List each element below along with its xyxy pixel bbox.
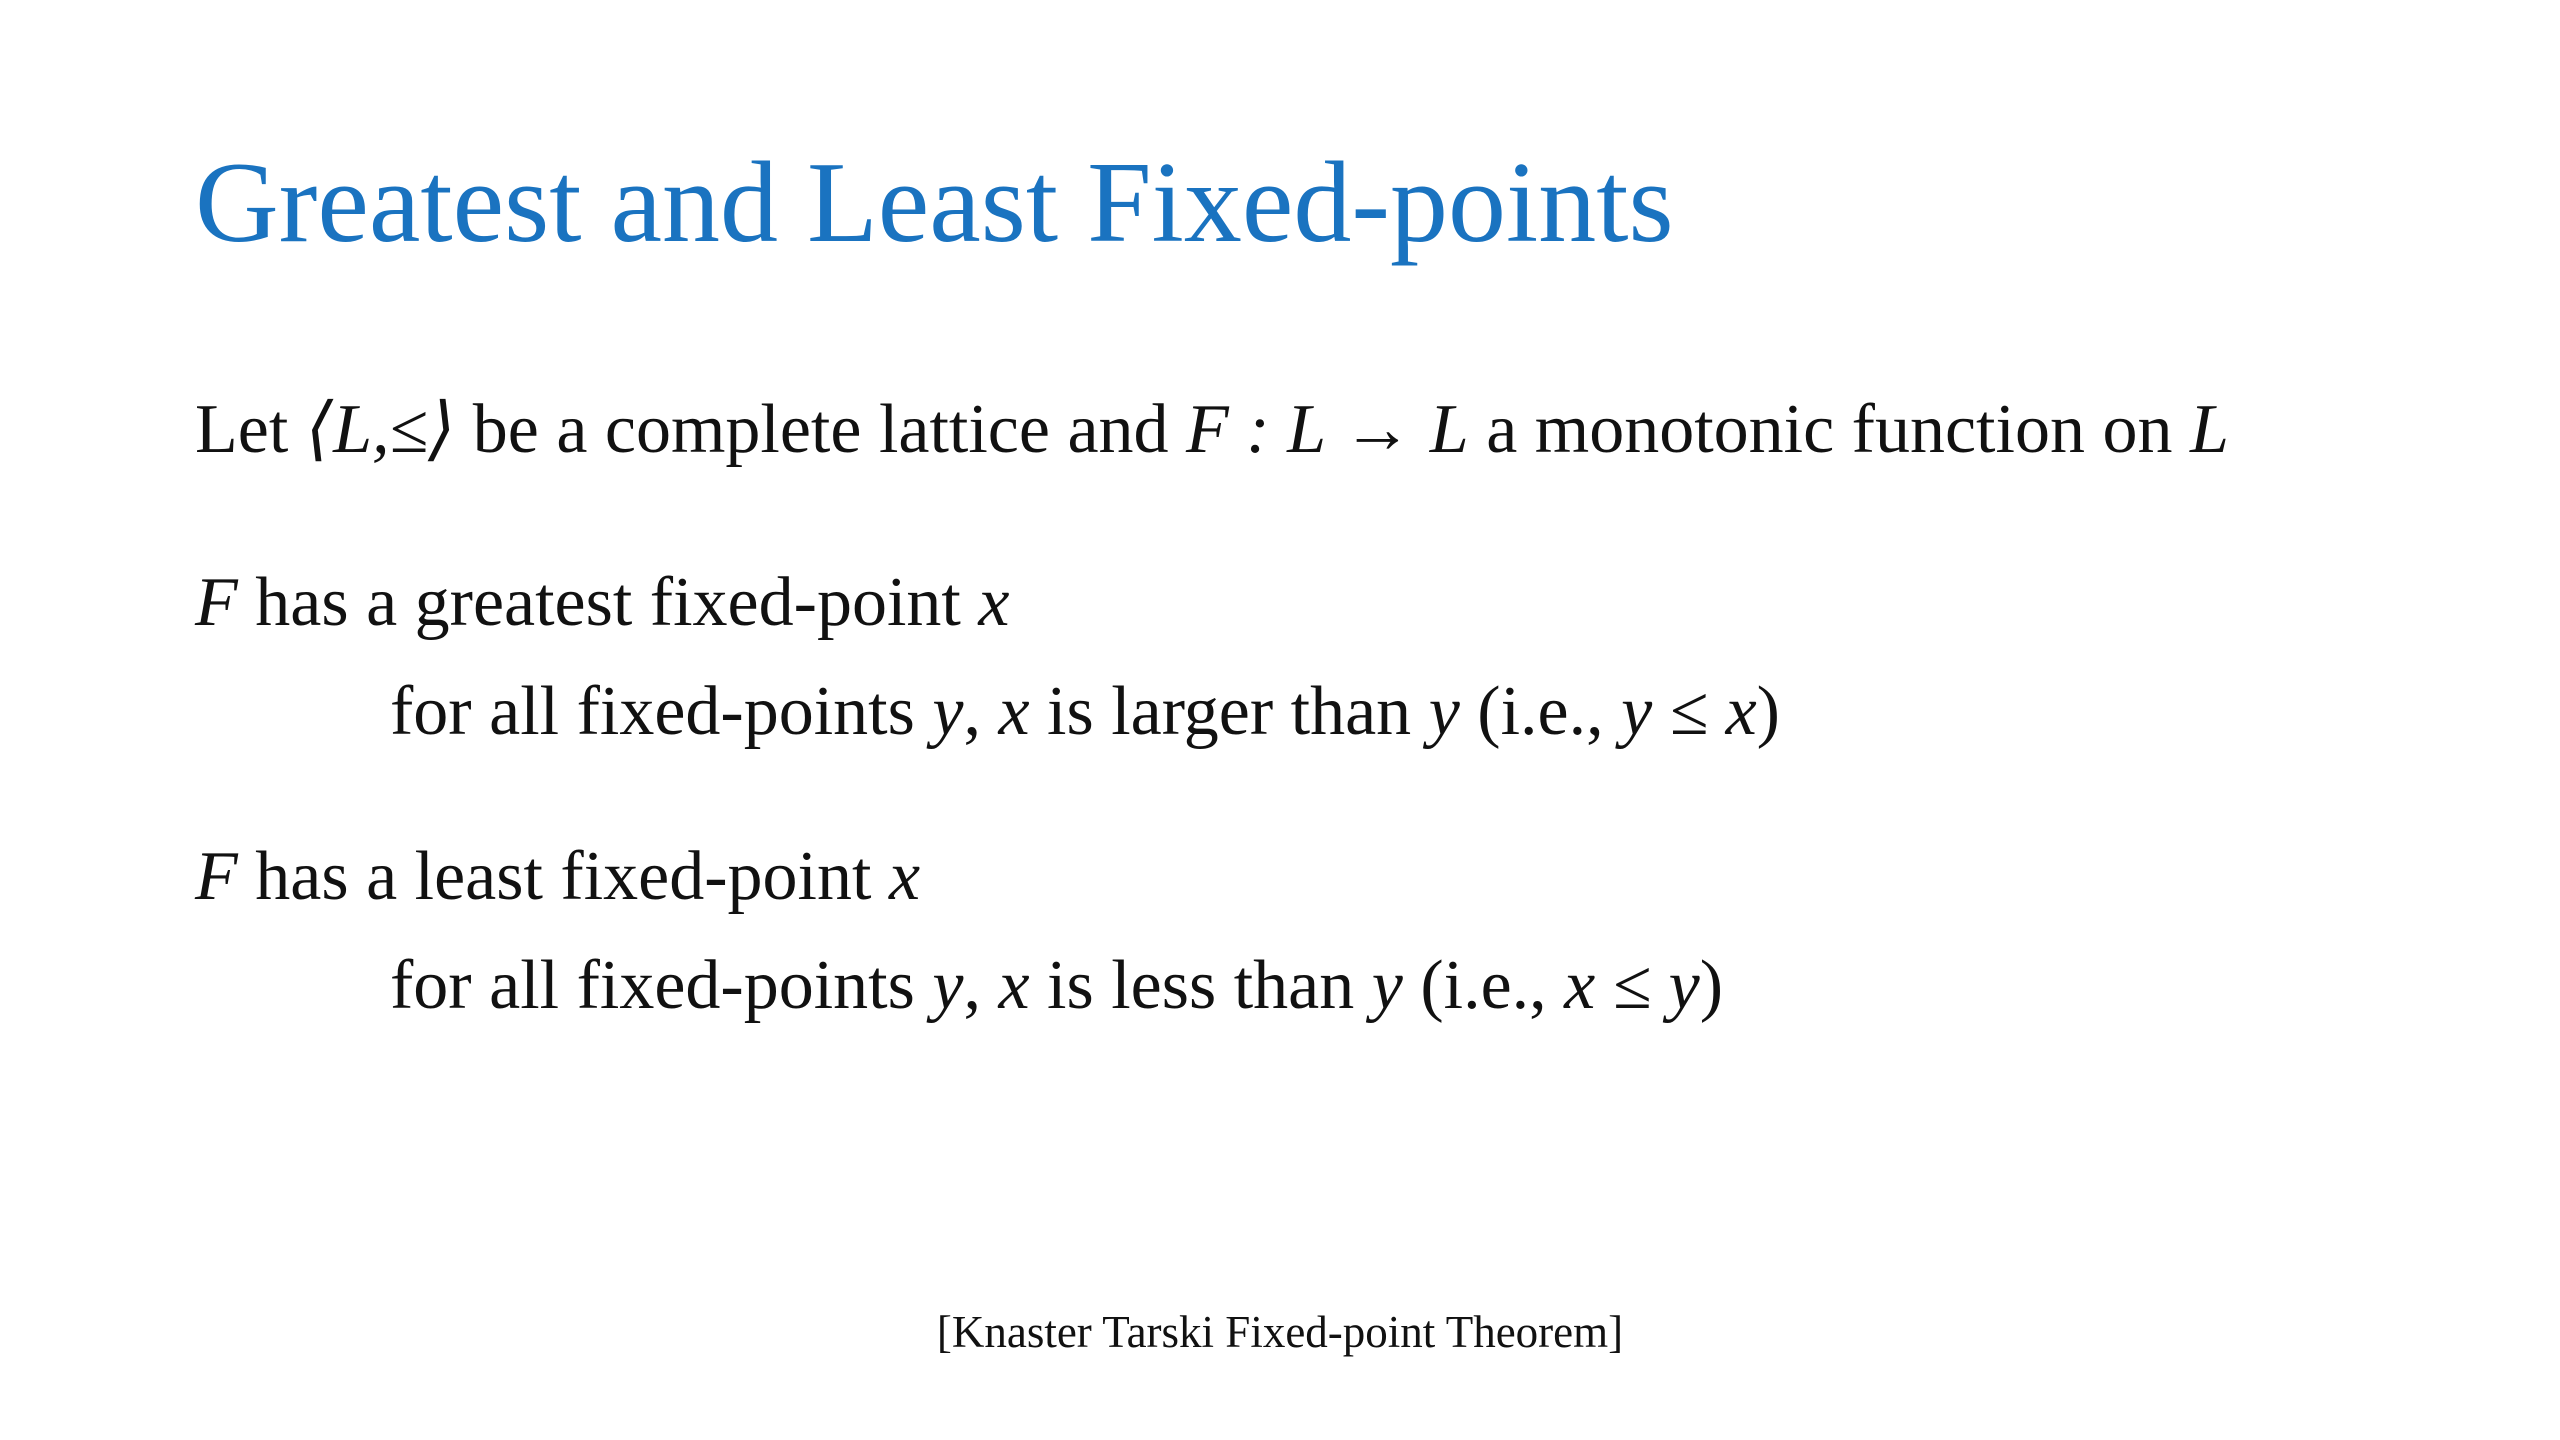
lattice-symbol: L <box>2189 391 2229 468</box>
least-detail-close: ) <box>1699 947 1724 1024</box>
greatest-detail-y: y <box>932 673 964 750</box>
least-detail-text-2: is less than <box>1029 947 1372 1024</box>
greatest-detail-comma: , <box>963 673 999 750</box>
least-x: x <box>888 838 921 915</box>
intro-text-2: be a complete lattice and <box>455 391 1187 468</box>
greatest-relation: y ≤ x <box>1621 673 1757 750</box>
greatest-x: x <box>978 564 1010 641</box>
greatest-detail-text-1: for all fixed-points <box>390 673 933 750</box>
greatest-detail-text-2: is larger than <box>1029 673 1429 750</box>
least-F: F <box>195 838 238 915</box>
greatest-F: F <box>195 564 238 641</box>
least-detail-y2: y <box>1371 947 1403 1024</box>
intro-line <box>195 390 2229 471</box>
greatest-detail-y2: y <box>1428 673 1460 750</box>
greatest-heading <box>195 563 1009 644</box>
intro-text-1: Let <box>195 391 306 468</box>
least-head-text: has a least fixed-point <box>237 838 889 915</box>
least-detail <box>390 946 1723 1027</box>
slide-title: Greatest and Least Fixed-points <box>195 139 1674 267</box>
theorem-caption: [Knaster Tarski Fixed-point Theorem] <box>936 1307 1624 1357</box>
least-detail-text-3: (i.e., <box>1402 947 1565 1024</box>
least-detail-y: y <box>932 947 964 1024</box>
least-detail-comma: , <box>963 947 999 1024</box>
greatest-detail-close: ) <box>1756 673 1780 750</box>
least-relation: x ≤ y <box>1564 947 1700 1024</box>
least-heading <box>195 837 920 918</box>
intro-text-3: a monotonic function on <box>1468 391 2190 468</box>
greatest-detail-x: x <box>998 673 1030 750</box>
greatest-head-text: has a greatest fixed-point <box>237 564 979 641</box>
least-detail-x: x <box>998 947 1030 1024</box>
lattice-expr: ⟨L,≤⟩ <box>305 391 456 468</box>
function-signature: F : L → L <box>1186 391 1469 468</box>
greatest-detail <box>390 672 1780 753</box>
greatest-detail-text-3: (i.e., <box>1459 673 1622 750</box>
least-detail-text-1: for all fixed-points <box>390 947 933 1024</box>
